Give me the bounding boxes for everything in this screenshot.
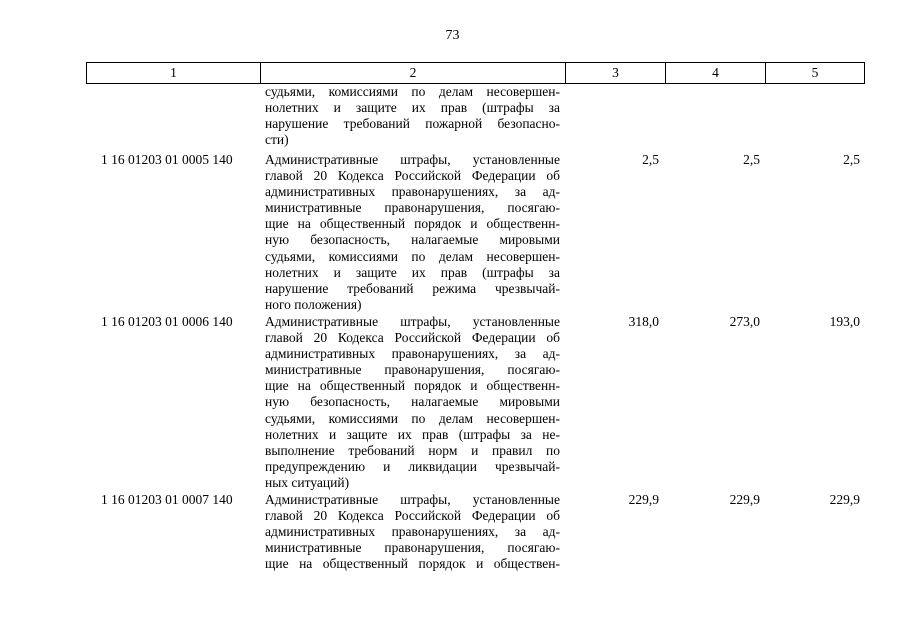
value-col-4: 2,5 <box>743 152 760 167</box>
text-line: главой 20 Кодекса Российской Федерации об <box>265 168 560 184</box>
text-line: главой 20 Кодекса Российской Федерации об <box>265 508 560 524</box>
text-line: судьями, комиссиями по делам несовершен- <box>265 248 560 264</box>
header-col-5: 5 <box>811 65 819 80</box>
text-line: Административные штрафы, установленные <box>265 152 560 167</box>
value-col-3: 229,9 <box>628 492 659 507</box>
text-line: щие на общественный порядок и общественн- <box>265 378 560 394</box>
value-col-5: 193,0 <box>829 314 860 329</box>
budget-code: 1 16 01203 01 0007 140 <box>101 492 233 507</box>
text-line: щие на общественный порядок и обществен- <box>265 556 560 572</box>
text-line: сти) <box>265 132 289 148</box>
budget-code: 1 16 01203 01 0005 140 <box>101 152 233 167</box>
text-line: нарушение требований пожарной безопасно- <box>265 116 560 132</box>
header-col-2: 2 <box>261 63 566 83</box>
text-line: нолетних и защите их прав (штрафы за не- <box>265 426 560 442</box>
value-col-4: 273,0 <box>729 314 760 329</box>
text-line: административных правонарушениях, за ад- <box>265 346 560 362</box>
text-line: предупреждению и ликвидации чрезвычай- <box>265 458 560 474</box>
text-line: административных правонарушениях, за ад- <box>265 524 560 540</box>
table-header <box>86 62 865 84</box>
text-line: главой 20 Кодекса Российской Федерации об <box>265 330 560 346</box>
text-line: судьями, комиссиями по делам несовершен- <box>265 84 560 99</box>
text-line: нолетних и защите их прав (штрафы за <box>265 100 560 116</box>
text-line: выполнение требований норм и правил по <box>265 442 560 458</box>
text-line: министративные правонарушения, посягаю- <box>265 540 560 556</box>
text-line: Административные штрафы, установленные <box>265 314 560 329</box>
text-line: нолетних и защите их прав (штрафы за <box>265 264 560 280</box>
value-col-5: 229,9 <box>829 492 860 507</box>
text-line: ных ситуаций) <box>265 474 350 490</box>
row-description <box>265 314 560 491</box>
text-line: нарушение требований режима чрезвычай- <box>265 280 560 296</box>
value-col-3: 2,5 <box>642 152 659 167</box>
header-col-4: 4 <box>666 63 766 83</box>
text-line: судьями, комиссиями по делам несовершен- <box>265 410 560 426</box>
text-line: ного положения) <box>265 296 362 312</box>
value-col-4: 229,9 <box>729 492 760 507</box>
value-col-5: 2,5 <box>843 152 860 167</box>
row-description <box>265 152 560 313</box>
text-line: министративные правонарушения, посягаю- <box>265 362 560 378</box>
budget-code: 1 16 01203 01 0006 140 <box>101 314 233 329</box>
value-col-3: 318,0 <box>628 314 659 329</box>
text-line: ную безопасность, налагаемые мировыми <box>265 232 560 248</box>
text-line: министративные правонарушения, посягаю- <box>265 200 560 216</box>
page-number: 73 <box>445 28 460 43</box>
continuation-text <box>265 84 560 148</box>
row-description <box>265 492 560 572</box>
header-col-3: 3 <box>566 63 666 83</box>
text-line: щие на общественный порядок и общественн- <box>265 216 560 232</box>
text-line: Административные штрафы, установленные <box>265 492 560 507</box>
text-line: административных правонарушениях, за ад- <box>265 184 560 200</box>
text-line: ную безопасность, налагаемые мировыми <box>265 394 560 410</box>
header-col-1: 1 <box>87 63 261 83</box>
